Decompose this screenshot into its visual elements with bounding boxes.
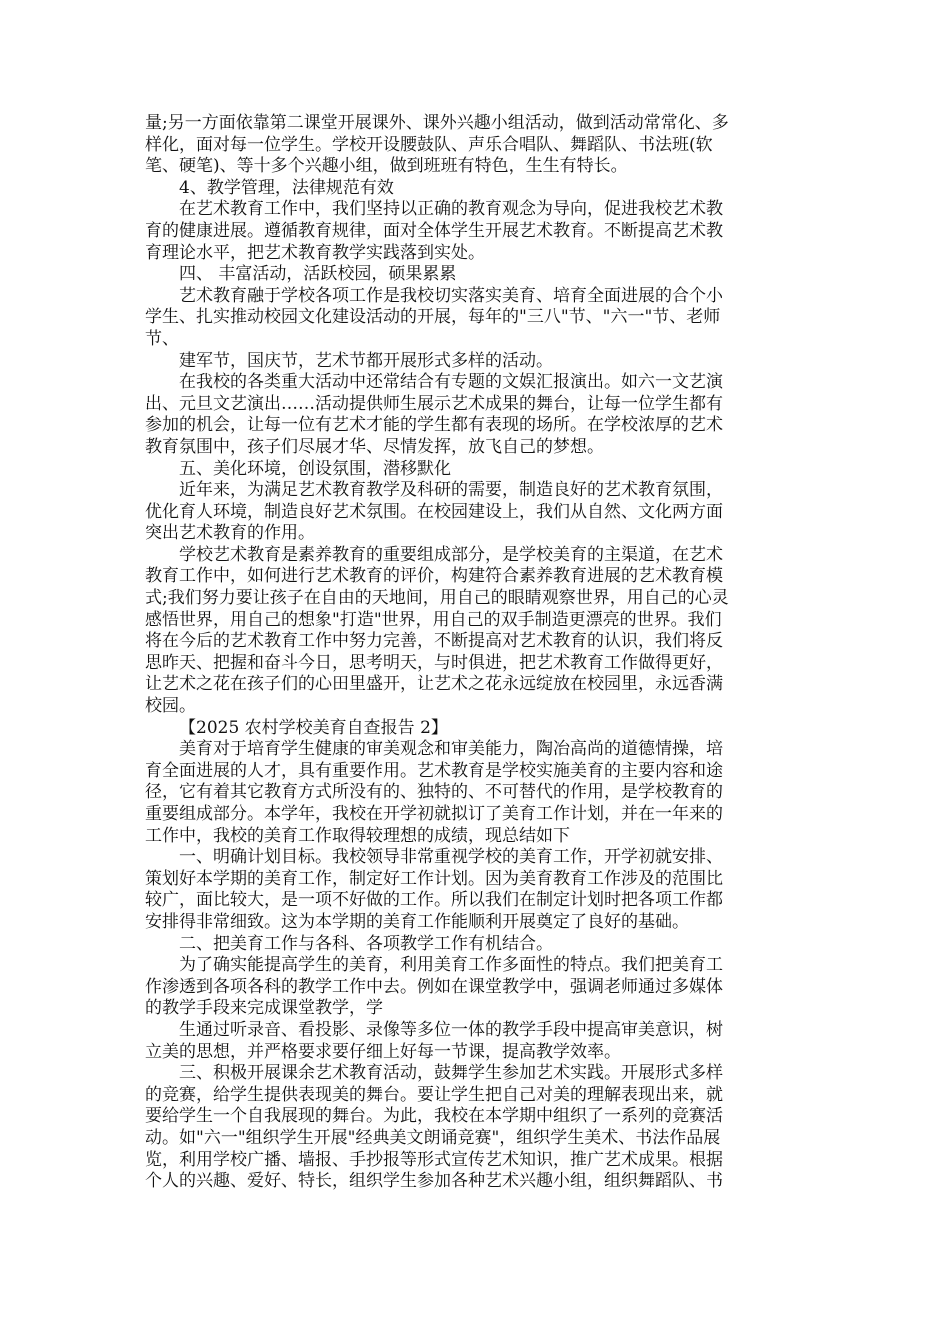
text-line: 的教学手段来完成课堂教学，学 [145, 998, 383, 1019]
text-line: 式;我们努力要让孩子在自由的天地间，用自己的眼睛观察世界，用自己的心灵 [145, 588, 729, 609]
text-line: 感悟世界，用自己的想象"打造"世界，用自己的双手制造更漂亮的世界。我们 [145, 609, 722, 630]
text-line: 样化，面对每一位学生。学校开设腰鼓队、声乐合唱队、舞蹈队、书法班(软 [145, 134, 713, 155]
text-line: 学校艺术教育是素养教育的重要组成部分，是学校美育的主渠道，在艺术 [179, 544, 723, 565]
text-line: 径，它有着其它教育方式所没有的、独特的、不可替代的作用，是学校教育的 [145, 782, 723, 803]
text-line: 重要组成部分。本学年，我校在开学初就拟订了美育工作计划，并在一年来的 [145, 804, 723, 824]
text-line: 建军节，国庆节，艺术节都开展形式多样的活动。 [179, 350, 553, 371]
text-line: 较广，面比较大，是一项不好做的工作。所以我们在制定计划时把各项工作都 [145, 890, 723, 911]
text-line: 优化育人环境，制造良好艺术氛围。在校园建设上，我们从自然、文化两方面 [145, 501, 723, 522]
text-line: 立美的思想，并严格要求要仔细上好每一节课，提高教学效率。 [145, 1041, 621, 1062]
text-line: 作渗透到各项各科的教学工作中去。例如在课堂教学中，强调老师通过多媒体 [145, 976, 723, 997]
text-line: 教育工作中，如何进行艺术教育的评价，构建符合素养教育进展的艺术教育模 [145, 566, 723, 587]
text-line: 在我校的各类重大活动中还常结合有专题的文娱汇报演出。如六一文艺演 [179, 372, 723, 393]
text-line: 教育氛围中，孩子们尽展才华、尽情发挥，放飞自己的梦想。 [145, 436, 604, 457]
text-line: 校园。 [145, 696, 196, 717]
text-line: 量;另一方面依靠第二课堂开展课外、课外兴趣小组活动，做到活动常常化、多 [145, 113, 729, 133]
text-line: 二、把美育工作与各科、各项教学工作有机结合。 [179, 933, 553, 954]
text-line: 个人的兴趣、爱好、特长，组织学生参加各种艺术兴趣小组，组织舞蹈队、书 [145, 1171, 723, 1192]
text-line: 节、 [145, 328, 179, 349]
text-line: 让艺术之花在孩子们的心田里盛开，让艺术之花永远绽放在校园里，永远香满 [145, 674, 723, 695]
text-line: 近年来，为满足艺术教育教学及科研的需要，制造良好的艺术教育氛围， [179, 480, 723, 501]
text-line: 艺术教育融于学校各项工作是我校切实落实美育、培育全面进展的合个小 [179, 285, 723, 306]
text-line: 学生、扎实推动校园文化建设活动的开展，每年的"三八"节、"六一"节、老师 [145, 307, 721, 328]
text-line: 四、 丰富活动，活跃校园，硕果累累 [179, 264, 457, 285]
text-line: 安排得非常细致。这为本学期的美育工作能顺利开展奠定了良好的基础。 [145, 911, 689, 932]
text-line: 的竞赛，给学生提供表现美的舞台。要让学生把自己对美的理解表现出来，就 [145, 1084, 723, 1105]
text-line: 策划好本学期的美育工作，制定好工作计划。因为美育教育工作涉及的范围比 [145, 868, 723, 889]
text-line: 育全面进展的人才，具有重要作用。艺术教育是学校实施美育的主要内容和途 [145, 760, 723, 781]
text-line: 4、教学管理，法律规范有效 [179, 177, 394, 198]
text-line: 育理论水平，把艺术教育教学实践落到实处。 [145, 242, 485, 263]
text-line: 将在今后的艺术教育工作中努力完善，不断提高对艺术教育的认识，我们将反 [145, 631, 723, 652]
text-line: 参加的机会，让每一位有艺术才能的学生都有表现的场所。在学校浓厚的艺术 [145, 415, 723, 436]
text-line: 一、明确计划目标。我校领导非常重视学校的美育工作，开学初就安排、 [179, 847, 723, 868]
text-line: 三、积极开展课余艺术教育活动，鼓舞学生参加艺术实践。开展形式多样 [179, 1063, 723, 1084]
text-line: 工作中，我校的美育工作取得较理想的成绩，现总结如下 [145, 825, 570, 846]
text-line: 笔、硬笔)、等十多个兴趣小组，做到班班有特色，生生有特长。 [145, 156, 628, 177]
text-line: 览，利用学校广播、墙报、手抄报等形式宣传艺术知识，推广艺术成果。根据 [145, 1149, 723, 1170]
text-line: 动。如"六一"组织学生开展"经典美文朗诵竞赛"，组织学生美术、书法作品展 [145, 1127, 721, 1148]
text-line: 出、元旦文艺演出……活动提供师生展示艺术成果的舞台，让每一位学生都有 [145, 393, 723, 414]
text-line: 美育对于培育学生健康的审美观念和审美能力，陶冶高尚的道德情操，培 [179, 739, 723, 760]
text-line: 生通过听录音、看投影、录像等多位一体的教学手段中提高审美意识，树 [179, 1019, 723, 1040]
text-line: 突出艺术教育的作用。 [145, 523, 315, 544]
text-line: 【2025 农村学校美育自查报告 2】 [179, 717, 448, 738]
text-line: 为了确实能提高学生的美育，利用美育工作多面性的特点。我们把美育工 [179, 955, 723, 976]
text-line: 在艺术教育工作中，我们坚持以正确的教育观念为导向，促进我校艺术教 [179, 199, 723, 220]
text-line: 育的健康进展。遵循教育规律，面对全体学生开展艺术教育。不断提高艺术教 [145, 220, 723, 241]
text-line: 五、美化环境，创设氛围，潜移默化 [179, 458, 451, 479]
text-line: 要给学生一个自我展现的舞台。为此，我校在本学期中组织了一系列的竞赛活 [145, 1106, 723, 1127]
text-line: 思昨天、把握和奋斗今日，思考明天，与时俱进，把艺术教育工作做得更好， [145, 652, 723, 673]
document-body [145, 113, 808, 1193]
